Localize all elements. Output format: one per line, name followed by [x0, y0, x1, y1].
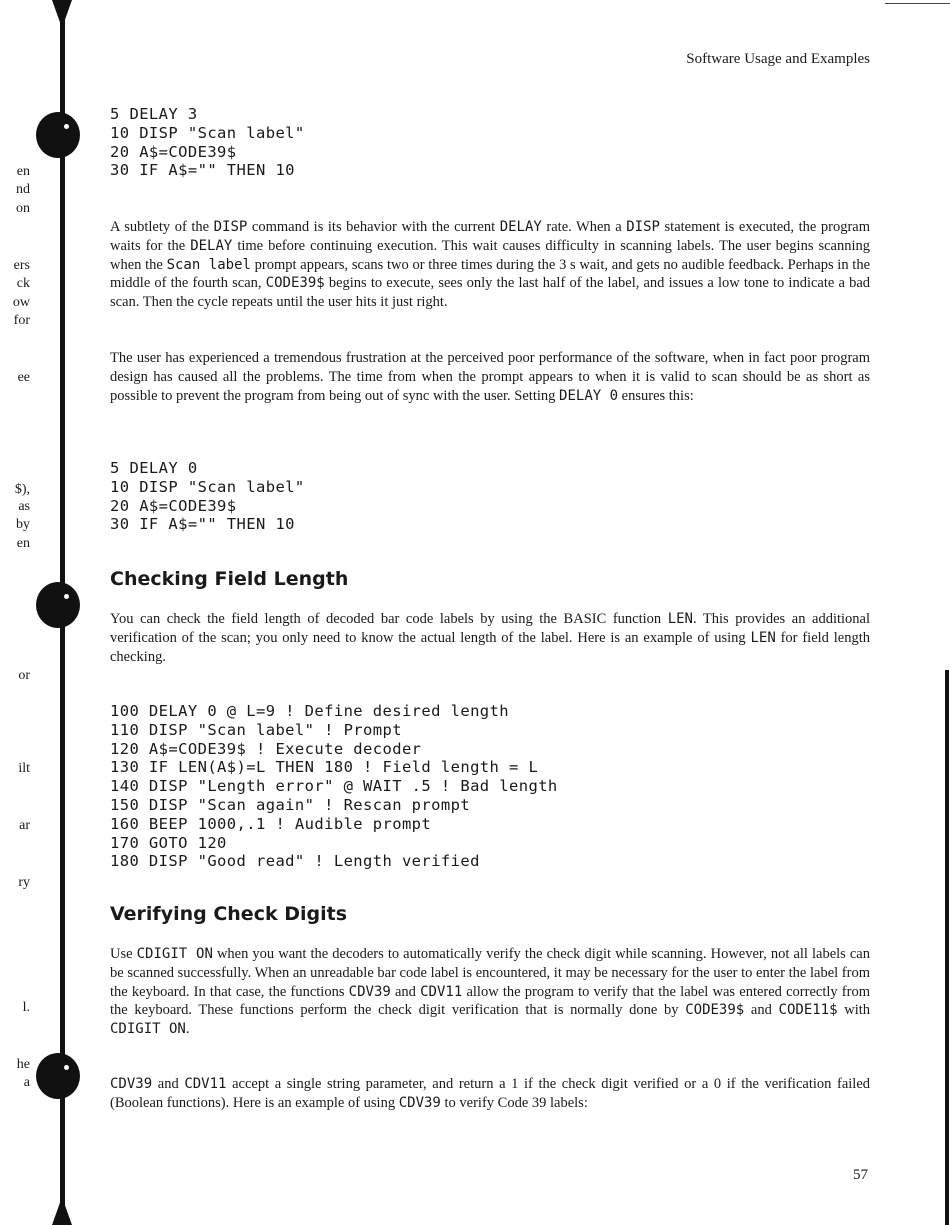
text-run: .	[185, 1021, 190, 1038]
paragraph-field-length	[110, 610, 870, 666]
margin-fragment: $),	[14, 482, 30, 497]
text-run: begins to execute, sees only the last half of the label, and issues a low tone to indicate a bad scan. Then the cycle repeats until the user hits it just right.	[110, 275, 871, 311]
margin-fragment: ilt	[18, 761, 30, 776]
margin-fragment: a	[23, 1075, 30, 1090]
margin-fragment: for	[13, 313, 30, 328]
code-block-delay-0: 5 DELAY 0 10 DISP "Scan label" 20 A$=CODE39$ 30 IF A$="" THEN 10	[110, 459, 305, 534]
margin-fragment: he	[16, 1057, 30, 1072]
inline-keyword: Scan label	[166, 256, 251, 273]
text-run: The user has experienced a tremendous frustration at the perceived poor performance of the software, when in fact poor program design has caused all the problems. The time from when the prompt appears to when it is valid to scan should be as short as possible to prevent the program from being out of sync with the user. Setting	[110, 350, 870, 404]
margin-fragment: ar	[19, 818, 30, 833]
code-block-delay-3: 5 DELAY 3 10 DISP "Scan label" 20 A$=CODE39$ 30 IF A$="" THEN 10	[110, 105, 305, 180]
margin-fragment: ry	[18, 875, 30, 890]
text-run: statement is executed, the program waits for the	[110, 219, 870, 254]
margin-fragment: as	[18, 499, 30, 514]
text-run: to verify Code 39 labels:	[440, 1094, 588, 1111]
margin-fragment: ow	[12, 295, 30, 310]
text-run: and	[390, 983, 421, 1000]
running-head: Software Usage and Examples	[686, 51, 870, 67]
inline-keyword: LEN	[750, 629, 776, 646]
inline-keyword: DELAY	[190, 237, 233, 254]
inline-keyword: CDV39	[398, 1094, 441, 1111]
text-run: You can check the field length of decoded bar code labels by using the BASIC function	[110, 611, 668, 627]
paragraph-disp-subtlety	[110, 218, 870, 312]
binding-hole-icon	[36, 1053, 80, 1099]
text-run: prompt appears, scans two or three times during the 3 s wait, and gets no audible feedback. Perhaps in the middle of the fourth scan,	[110, 256, 871, 292]
paragraph-frustration	[110, 349, 870, 405]
inline-keyword: DISP	[626, 219, 660, 235]
text-run: and	[152, 1076, 185, 1092]
text-run: and	[744, 1002, 779, 1019]
margin-fragment: nd	[16, 182, 30, 197]
text-run: time before continuing execution. This wait causes difficulty in scanning labels. The user begins scanning when the	[110, 237, 871, 273]
page-number: 57	[853, 1167, 868, 1183]
text-run: ensures this:	[618, 387, 694, 404]
text-run: allow the program to verify that the label was entered correctly from the keyboard. These functions perform the check digit verification that is normally done by	[110, 983, 870, 1019]
inline-keyword: DISP	[213, 219, 248, 235]
binding-hole-icon	[36, 582, 80, 628]
text-run: when you want the decoders to automatically verify the check digit while scanning. However, not all labels can be scanned successfully. When an unreadable bar code label is encountered, it may be necessary for the user to enter the label from the keyboard. In that case, the functions	[110, 946, 870, 1000]
inline-keyword: CDV39	[348, 983, 391, 1000]
inline-keyword: CODE39$	[685, 1002, 745, 1019]
paragraph-cdigit	[110, 945, 870, 1039]
top-edge-line	[885, 3, 950, 4]
paragraph-cdv39	[110, 1075, 870, 1113]
text-run: A subtlety of the	[110, 219, 214, 235]
inline-keyword: CDV11	[184, 1076, 227, 1092]
binding-hole-icon	[36, 112, 80, 158]
code-block-field-length: 100 DELAY 0 @ L=9 ! Define desired length 110 DISP "Scan label" ! Prompt 120 A$=CODE39$ ! Execute decoder 130 IF LEN(A$)=L THEN 180 ! Field length = L 140 DISP "Length error" @ WAIT .5 ! Bad length 150 DISP "Scan again" ! Rescan prompt 160 BEEP 1000,.1 ! Audible prompt 170 GOTO 120 180 DISP "Good read" ! Length verified	[110, 702, 558, 871]
text-run: Use	[110, 946, 137, 962]
binding-cap-top	[52, 0, 72, 28]
inline-keyword: CDIGIT ON	[110, 1021, 186, 1038]
inline-keyword: DELAY	[499, 219, 542, 235]
margin-fragment: or	[18, 668, 30, 683]
inline-keyword: CDV39	[110, 1076, 153, 1092]
margin-fragment: ers	[13, 258, 30, 273]
inline-keyword: CODE11$	[778, 1002, 838, 1019]
inline-keyword: CODE39$	[265, 275, 325, 292]
inline-keyword: LEN	[667, 611, 693, 627]
right-edge-bar	[945, 670, 949, 1225]
margin-fragment: en	[16, 164, 30, 179]
text-run: accept a single string parameter, and return a 1 if the check digit verified or a 0 if the verification failed (Boolean functions). Here is an example of using	[110, 1076, 870, 1111]
text-run: rate. When a	[541, 219, 627, 235]
text-run: with	[837, 1002, 871, 1019]
margin-fragment: en	[16, 536, 30, 551]
text-run: for field length checking.	[110, 629, 870, 665]
margin-fragment: by	[16, 517, 30, 532]
binding-cap-bottom	[52, 1197, 72, 1225]
heading-checking-field-length: Checking Field Length	[110, 568, 349, 590]
margin-fragment: on	[16, 201, 30, 216]
inline-keyword: CDIGIT ON	[136, 946, 213, 962]
inline-keyword: DELAY 0	[559, 387, 619, 404]
text-run: . This provides an additional verification of the scan; you only need to know the actual length of the label. Here is an example of using	[110, 611, 870, 646]
text-run: command is its behavior with the current	[247, 219, 500, 235]
margin-fragment: ee	[17, 370, 30, 385]
margin-fragment: l.	[22, 1000, 30, 1015]
heading-verifying-check-digits: Verifying Check Digits	[110, 903, 347, 925]
margin-fragment: ck	[16, 276, 30, 291]
inline-keyword: CDV11	[420, 983, 463, 1000]
